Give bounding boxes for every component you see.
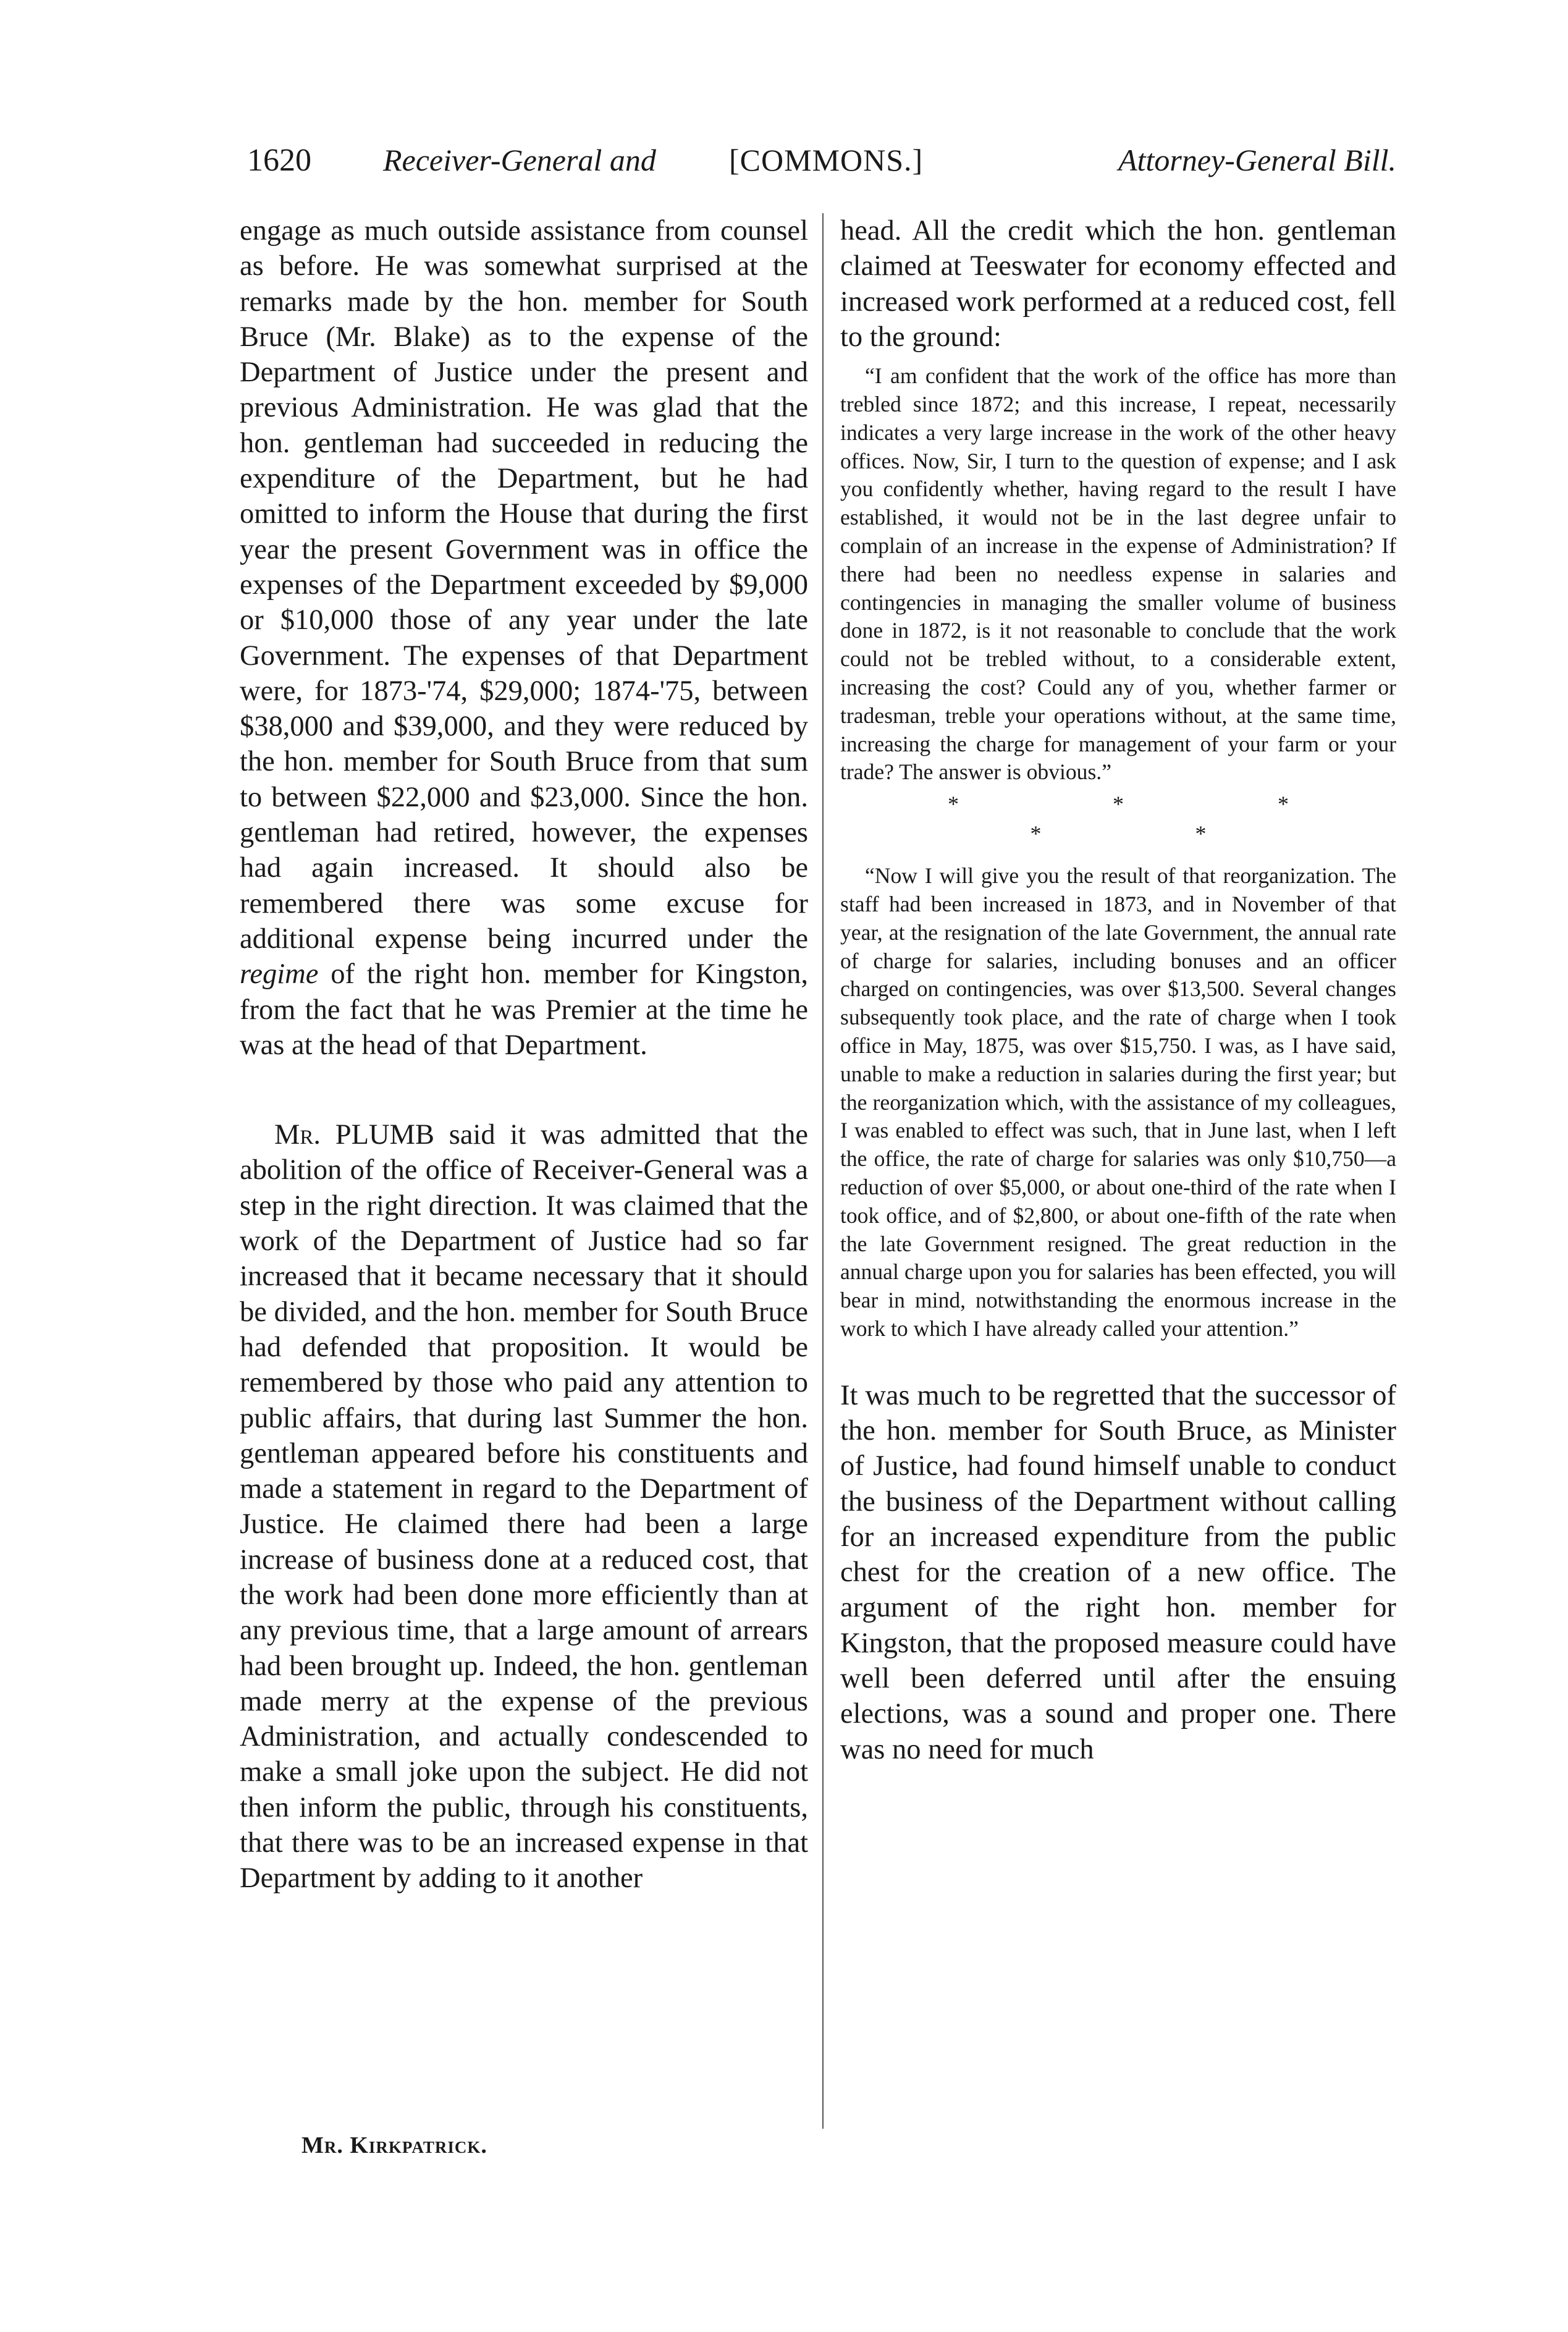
page-number: 1620	[247, 143, 311, 178]
speaker-name: Mr. PLUMB	[274, 1119, 434, 1151]
running-title-right: Attorney-General Bill.	[1118, 143, 1396, 177]
left-paragraph-1-end: of the right hon. member for Kingston, from the fact that he was Premier at the time he was at the head of that Department.	[240, 958, 808, 1061]
column-divider	[822, 213, 824, 2129]
left-paragraph-1-italic: regime	[240, 958, 319, 991]
right-paragraph-1: head. All the credit which the hon. gentleman claimed at Teeswater for economy effected and increased work performed at a reduced cost, fell to the ground:	[840, 215, 1396, 353]
right-column	[840, 213, 1396, 1767]
right-paragraph-2: It was much to be regretted that the successor of the hon. member for South Bruce, as Minister of Justice, had found himself unable to conduct the business of the Department without calling for an increased expenditure from the public chest for the creation of a new office. The argument of the right hon. member for Kingston, that the proposed measure could have well been deferred until after the ensuing elections, was a sound and proper one. There was no need for much	[840, 1379, 1396, 1765]
left-paragraph-1-text: engage as much outside assistance from counsel as before. He was somewhat surprised at the remarks made by the hon. member for South Bruce (Mr. Blake) as to the expense of the Department of Justice under the present and previous Administration. He was glad that the hon. gentleman had succeeded in reducing the expenditure of the Department, but he had omitted to inform the House that during the first year the present Government was in office the expenses of the Department exceeded by $9,000 or $10,000 those of any year under the late Government. The expenses of that Department were, for 1873-'74, $29,000; 1874-'75, between $38,000 and $39,000, and they were reduced by the hon. member for South Bruce from that sum to between $22,000 and $23,000. Since the hon. gentleman had retired, however, the expenses had again increased. It should also be remembered there was some excuse for additional expense being incurred under the	[240, 215, 808, 955]
block-quote-1: “I am confident that the work of the office has more than trebled since 1872; and this increase, I repeat, necessarily indicates a very large increase in the work of the other heavy offices. Now, Sir, I turn to the question of expense; and I ask you confidently whether, having regard to the result I have established, it would not be in the last degree unfair to complain of an increase in the expense of Administration? If there had been no needless expense in salaries and contingencies in managing the smaller volume of business done in 1872, is it not reasonable to conclude that the work could not be trebled without, to a considerable extent, increasing the cost? Could any of you, whether farmer or tradesman, treble your operations without, at the same time, increasing the charge for management of your farm or your trade? The answer is obvious.”	[840, 363, 1396, 785]
left-paragraph-2-text: said it was admitted that the abolition of the office of Receiver-General was a step in the right direction. It was claimed that the work of the Department of Justice had so far increased that it became necessary that it should be divided, and the hon. member for South Bruce had defended that proposition. It would be remembered by those who paid any attention to public affairs, that during last Summer the hon. gentleman appeared before his constituents and made a statement in regard to the Department of Justice. He claimed there had been a large increase of business done at a reduced cost, that the work had been done more efficiently than at any previous time, that a large amount of arrears had been brought up. Indeed, the hon. gentleman made merry at the expense of the previous Administration, and actually condescended to make a small joke upon the subject. He did not then inform the public, through his constituents, that there was to be an increased expense in that Department by adding to it another	[240, 1119, 808, 1895]
running-title-left: Receiver-General and	[383, 143, 656, 177]
block-quote-2: “Now I will give you the result of that reorganization. The staff had been increased in 1873, and in November of that year, at the resignation of the late Government, the annual rate of charge for salaries, including bonuses and an officer charged on contingencies, was over $13,500. Several changes subsequently took place, and the rate of charge when I took office in May, 1875, was over $15,750. I was, as I have said, unable to make a reduction in salaries during the first year; but the reorganization which, with the assistance of my colleagues, I was enabled to effect was such, that in June last, when I left the office, the rate of charge for salaries was only $10,750—a reduction of over $5,000, or about one-third of the rate when I took office, and of $2,800, or about one-fifth of the rate when the late Government resigned. The great reduction in the annual charge upon you for salaries has been effected, you will bear in mind, notwithstanding the enormous increase in the work to which I have already called your attention.”	[840, 863, 1396, 1341]
left-column	[240, 213, 808, 1896]
left-paragraph-2	[240, 1117, 808, 1896]
ellipsis-stars: * * * * *	[948, 792, 1363, 847]
left-paragraph-1	[240, 213, 808, 1063]
running-title-center: [COMMONS.]	[729, 143, 924, 177]
catchword: Mr. Kirkpatrick.	[301, 2132, 487, 2158]
page-header	[247, 142, 1396, 198]
